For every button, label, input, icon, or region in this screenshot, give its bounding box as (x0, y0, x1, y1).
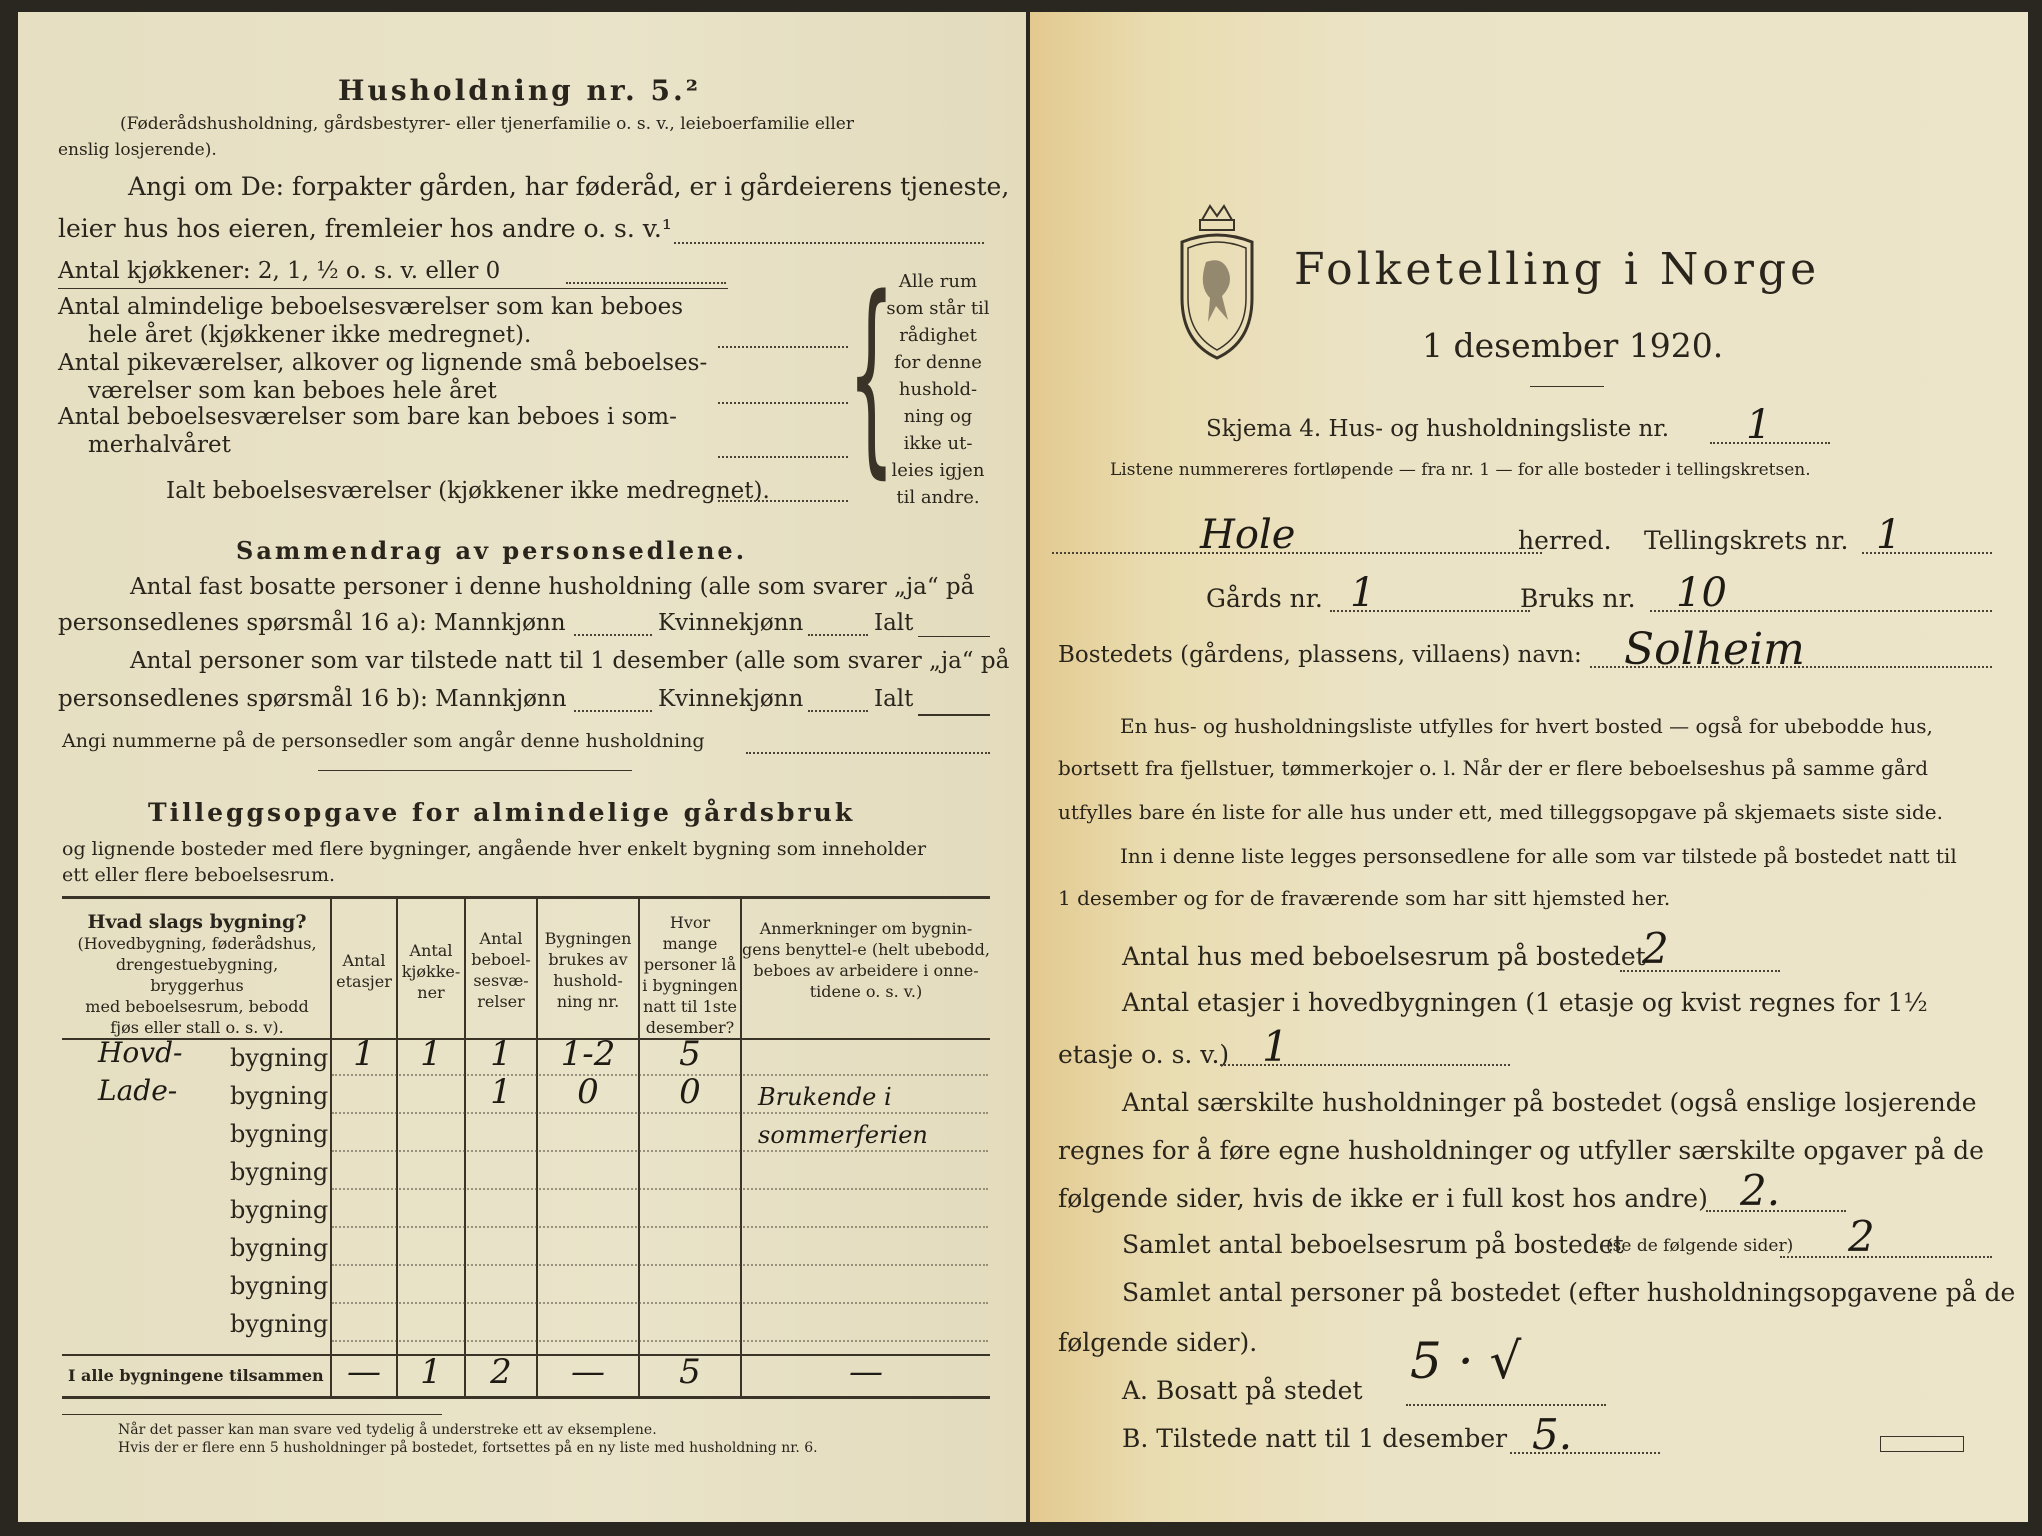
row-label: bygning (230, 1120, 329, 1148)
row-type: Hovd- (98, 1036, 183, 1069)
cell-beboelse: 1 (490, 1072, 512, 1112)
printer-stamp (1880, 1436, 1964, 1452)
q-etasjer-value: 1 (1262, 1022, 1289, 1071)
tillegg-title: Tilleggsopgave for almindelige gårdsbruk (148, 798, 856, 827)
q-hush-line-3: følgende sider, hvis de ikke er i full kost hos andre) (1058, 1184, 1708, 1213)
row-label: bygning (230, 1272, 329, 1300)
cell-personer: 5 (679, 1034, 701, 1074)
census-date: 1 desember 1920. (1422, 326, 1724, 365)
gards-value: 1 (1350, 570, 1376, 616)
q-etasjer-line-2: etasje o. s. v.) (1058, 1040, 1230, 1069)
bruks-value: 10 (1676, 570, 1727, 616)
sammendrag-title: Sammendrag av personsedlene. (236, 536, 748, 565)
skjema-nr: 1 (1746, 402, 1772, 448)
b-value: 5. (1532, 1410, 1573, 1459)
total-etasjer: — (347, 1352, 381, 1392)
footnote-2: Hvis der er flere enn 5 husholdninger på bostedet, fortsettes på en ny liste med husholdning nr. 6. (118, 1440, 818, 1456)
q-rum-label: Samlet antal beboelsesrum på bostedet (1122, 1230, 1624, 1259)
row-label: bygning (230, 1310, 329, 1338)
info1-line-2: bortsett fra fjellstuer, tømmerkojer o. l. Når der er flere beboelseshus på samme gård (1058, 756, 1929, 780)
q-etasjer-line-1: Antal etasjer i hovedbygningen (1 etasje og kvist regnes for 1½ (1122, 988, 1928, 1017)
pike-line-1: Antal pikeværelser, alkover og lignende små beboelses- (58, 350, 708, 376)
total-kjokkener: 1 (420, 1352, 442, 1392)
q-hush-value: 2. (1740, 1166, 1781, 1215)
cell-brukes: 0 (577, 1072, 599, 1112)
household-title: Husholdning nr. 5.² (338, 74, 702, 107)
th-beboelse: Antal beboel- sesvæ- relser (471, 929, 531, 1011)
cell-personer: 0 (679, 1072, 701, 1112)
row-type: Lade- (98, 1074, 178, 1107)
th-brukes: Bygningen brukes av hushold- ning nr. (544, 929, 632, 1011)
bosted-label: Bostedets (gårdens, plassens, villaens) navn: (1058, 642, 1582, 668)
listene-note: Listene nummereres fortløpende — fra nr. 1 — for alle bosteder i tellingskretsen. (1110, 460, 1811, 480)
s2-kvinne: Kvinnekjønn (658, 686, 804, 712)
total-label: I alle bygningene tilsammen (68, 1366, 324, 1385)
row-label: bygning (230, 1158, 329, 1186)
bosted-value: Solheim (1624, 624, 1805, 675)
tillegg-line-2: ett eller flere beboelsesrum. (62, 864, 336, 886)
household-subtitle-2: enslig losjerende). (58, 140, 217, 160)
herred-label: herred. (1518, 526, 1612, 555)
a-value: 5 · √ (1410, 1332, 1522, 1390)
left-page (18, 12, 1026, 1522)
b-label: B. Tilstede natt til 1 desember (1122, 1424, 1508, 1453)
info2-line-1: Inn i denne liste legges personsedlene for alle som var tilstede på bostedet natt til (1120, 844, 1957, 868)
s1-ialt: Ialt (874, 610, 914, 636)
alm-line-1: Antal almindelige beboelsesværelser som kan beboes (58, 294, 684, 320)
total-anm: — (849, 1352, 883, 1392)
brace-note: Alle rum som står til rådighet for denne hushold- ning og ikke ut- leies igjen til andre. (886, 271, 990, 508)
s2-line-1: Antal personer som var tilstede natt til 1 desember (alle som svarer „ja“ på (130, 648, 1010, 674)
herred-value: Hole (1200, 512, 1296, 558)
total-personer: 5 (679, 1352, 701, 1392)
alm-line-2: hele året (kjøkkener ikke medregnet). (88, 322, 532, 348)
s1-line-1: Antal fast bosatte personer i denne husholdning (alle som svarer „ja“ på (130, 574, 975, 600)
row-label: bygning (230, 1044, 329, 1072)
skjema-label: Skjema 4. Hus- og husholdningsliste nr. (1206, 416, 1670, 442)
bruks-label: Bruks nr. (1520, 584, 1636, 613)
q-pers-line-1: Samlet antal personer på bostedet (efter husholdningsopgavene på de (1122, 1278, 2016, 1307)
info1-line-1: En hus- og husholdningsliste utfylles for hvert bosted — også for ubebodde hus, (1120, 714, 1933, 738)
cell-anm: Brukende i sommerferien (758, 1083, 928, 1149)
ialt-label: Ialt beboelsesværelser (kjøkkener ikke medregnet). (166, 478, 770, 504)
right-page (1030, 12, 2028, 1522)
q-hus-label: Antal hus med beboelsesrum på bostedet (1122, 942, 1646, 971)
tellingskrets-value: 1 (1876, 512, 1902, 558)
q-rum-small: (se de følgende sider) (1606, 1236, 1794, 1256)
s1-line-2: personsedlenes spørsmål 16 a): Mannkjønn (58, 610, 566, 636)
cell-etasjer: 1 (353, 1034, 375, 1074)
q-hus-value: 2 (1642, 924, 1669, 973)
q-pers-line-2: følgende sider). (1058, 1328, 1258, 1357)
s1-kvinne: Kvinnekjønn (658, 610, 804, 636)
pike-line-2: værelser som kan beboes hele året (88, 378, 497, 404)
a-label: A. Bosatt på stedet (1122, 1376, 1363, 1405)
sommer-line-1: Antal beboelsesværelser som bare kan beboes i som- (58, 404, 677, 430)
cell-brukes: 1-2 (560, 1034, 616, 1074)
tellingskrets-label: Tellingskrets nr. (1644, 526, 1849, 555)
row-label: bygning (230, 1082, 329, 1110)
sommer-line-2: merhalvåret (88, 432, 231, 458)
th-kjokkener: Antal kjøkke- ner (401, 941, 461, 1002)
th-bygning: Hvad slags bygning? (Hovedbygning, føderådshus, drengestuebygning, bryggerhus med beboelsesrum, bebodd fjøs eller stall o. s. v). (77, 911, 317, 1037)
th-etasjer: Antal etasjer (336, 951, 392, 991)
th-anm: Anmerkninger om bygnin- gens benyttel-e (helt ubebodd, beboes av arbeidere i onne- tidene o. s. v.) (742, 919, 990, 1001)
brace-icon: { (848, 252, 895, 497)
footnote-1: Når det passer kan man svare ved tydelig å understreke ett av eksemplene. (118, 1422, 657, 1438)
row-label: bygning (230, 1196, 329, 1224)
coat-of-arms-icon (1172, 202, 1262, 362)
s2-line-2: personsedlenes spørsmål 16 b): Mannkjønn (58, 686, 567, 712)
row-label: bygning (230, 1234, 329, 1262)
q-rum-value: 2 (1848, 1212, 1875, 1261)
total-beboelse: 2 (490, 1352, 512, 1392)
kjokkener-label: Antal kjøkkener: 2, 1, ½ o. s. v. eller 0 (58, 258, 501, 284)
household-subtitle-1: (Føderådshusholdning, gårdsbestyrer- eller tjenerfamilie o. s. v., leieboerfamilie eller (120, 114, 854, 134)
tillegg-line-1: og lignende bosteder med flere bygninger, angående hver enkelt bygning som inneholder (62, 838, 927, 860)
angi-line-2: leier hus hos eieren, fremleier hos andre o. s. v.¹ (58, 214, 672, 243)
q-hush-line-1: Antal særskilte husholdninger på bostedet (også enslige losjerende (1122, 1088, 1977, 1117)
cell-beboelse: 1 (490, 1034, 512, 1074)
angi-line-1: Angi om De: forpakter gården, har føderåd, er i gårdeierens tjeneste, (128, 172, 1010, 201)
s2-ialt: Ialt (874, 686, 914, 712)
gards-label: Gårds nr. (1206, 584, 1323, 613)
cell-kjokkener: 1 (420, 1034, 442, 1074)
q-hush-line-2: regnes for å føre egne husholdninger og utfyller særskilte opgaver på de (1058, 1136, 1984, 1165)
info1-line-3: utfylles bare én liste for alle hus under ett, med tilleggsopgave på skjemaets siste side. (1058, 800, 1943, 824)
total-brukes: — (571, 1352, 605, 1392)
th-personer: Hvor mange personer lå i bygningen natt til 1ste desember? (642, 913, 738, 1037)
angi-nummer: Angi nummerne på de personsedler som angår denne husholdning (62, 730, 705, 752)
census-title: Folketelling i Norge (1294, 244, 1821, 295)
info2-line-2: 1 desember og for de fraværende som har sitt hjemsted her. (1058, 886, 1671, 910)
